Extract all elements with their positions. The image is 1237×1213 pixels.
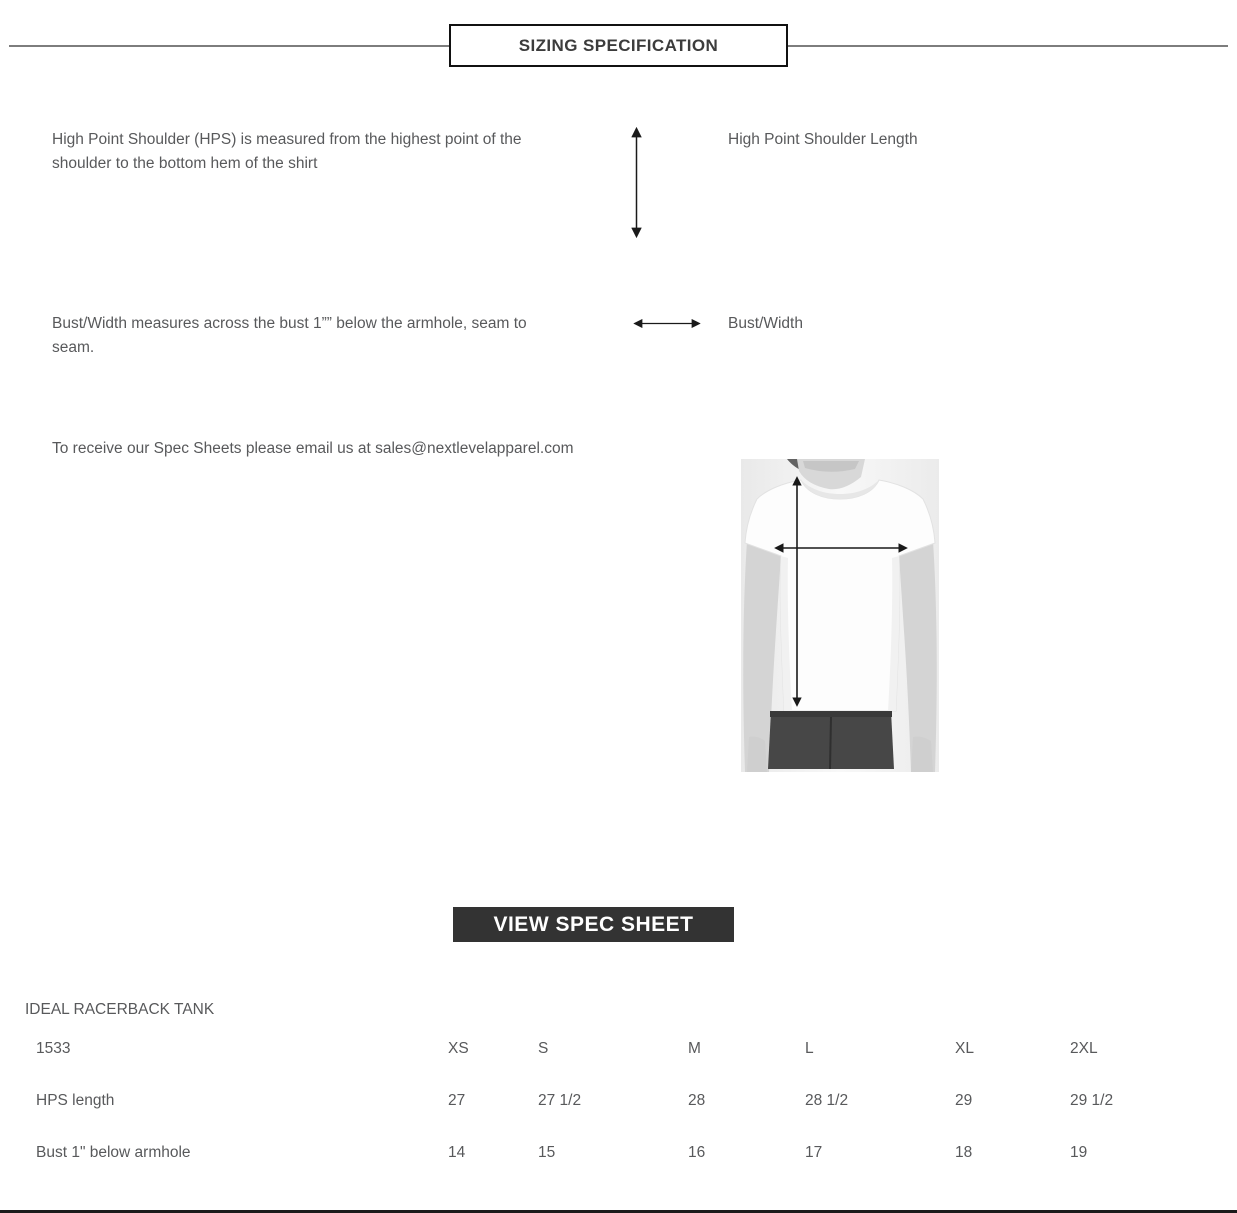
style-number: 1533 [36,1040,71,1057]
horizontal-double-arrow-icon [630,317,704,330]
size-header-l: L [805,1040,814,1057]
cell-value: 17 [805,1144,823,1161]
table-row-bust-below-armhole [0,1144,1237,1164]
cell-value: 14 [448,1144,466,1161]
table-row-hps-length [0,1092,1237,1112]
jeans-waistband [770,711,892,717]
tshirt-measurement-photo [741,459,939,772]
left-hand [747,737,767,773]
cell-value: 29 [955,1092,973,1109]
size-header-s: S [538,1040,549,1057]
jeans-seam [830,717,831,769]
right-hand [911,737,933,773]
page-title-box [449,24,788,67]
cell-value: 18 [955,1144,973,1161]
bust-width-measure-note: Bust/Width measures across the bust 1”” below the armhole, seam to seam. [52,315,527,356]
vertical-double-arrow-icon [629,122,644,243]
cell-value: 15 [538,1144,556,1161]
hps-arrow-label: High Point Shoulder Length [728,131,918,148]
cell-value: 16 [688,1144,706,1161]
bust-arrow-label: Bust/Width [728,315,803,332]
page-title: SIZING SPECIFICATION [518,35,719,55]
product-name: IDEAL RACERBACK TANK [25,1001,215,1018]
size-chart-header-row [0,1040,1237,1060]
size-header-m: M [688,1040,701,1057]
contact-note: To receive our Spec Sheets please email us at sales@nextlevelapparel.com [52,440,574,457]
cell-value: 19 [1070,1144,1088,1161]
size-header-xs: XS [448,1040,469,1057]
cell-value: 28 [688,1092,706,1109]
cell-value: 27 [448,1092,466,1109]
hps-measure-note: High Point Shoulder (HPS) is measured from the highest point of the shoulder to the bottom hem of the shirt [52,131,522,172]
size-header-2xl: 2XL [1070,1040,1098,1057]
view-spec-sheet-button[interactable]: VIEW SPEC SHEET [453,907,734,942]
cell-value: 29 1/2 [1070,1092,1114,1109]
cell-value: 27 1/2 [538,1092,582,1109]
row-label: HPS length [36,1092,115,1109]
size-header-xl: XL [955,1040,974,1057]
cell-value: 28 1/2 [805,1092,849,1109]
row-label: Bust 1" below armhole [36,1144,191,1161]
